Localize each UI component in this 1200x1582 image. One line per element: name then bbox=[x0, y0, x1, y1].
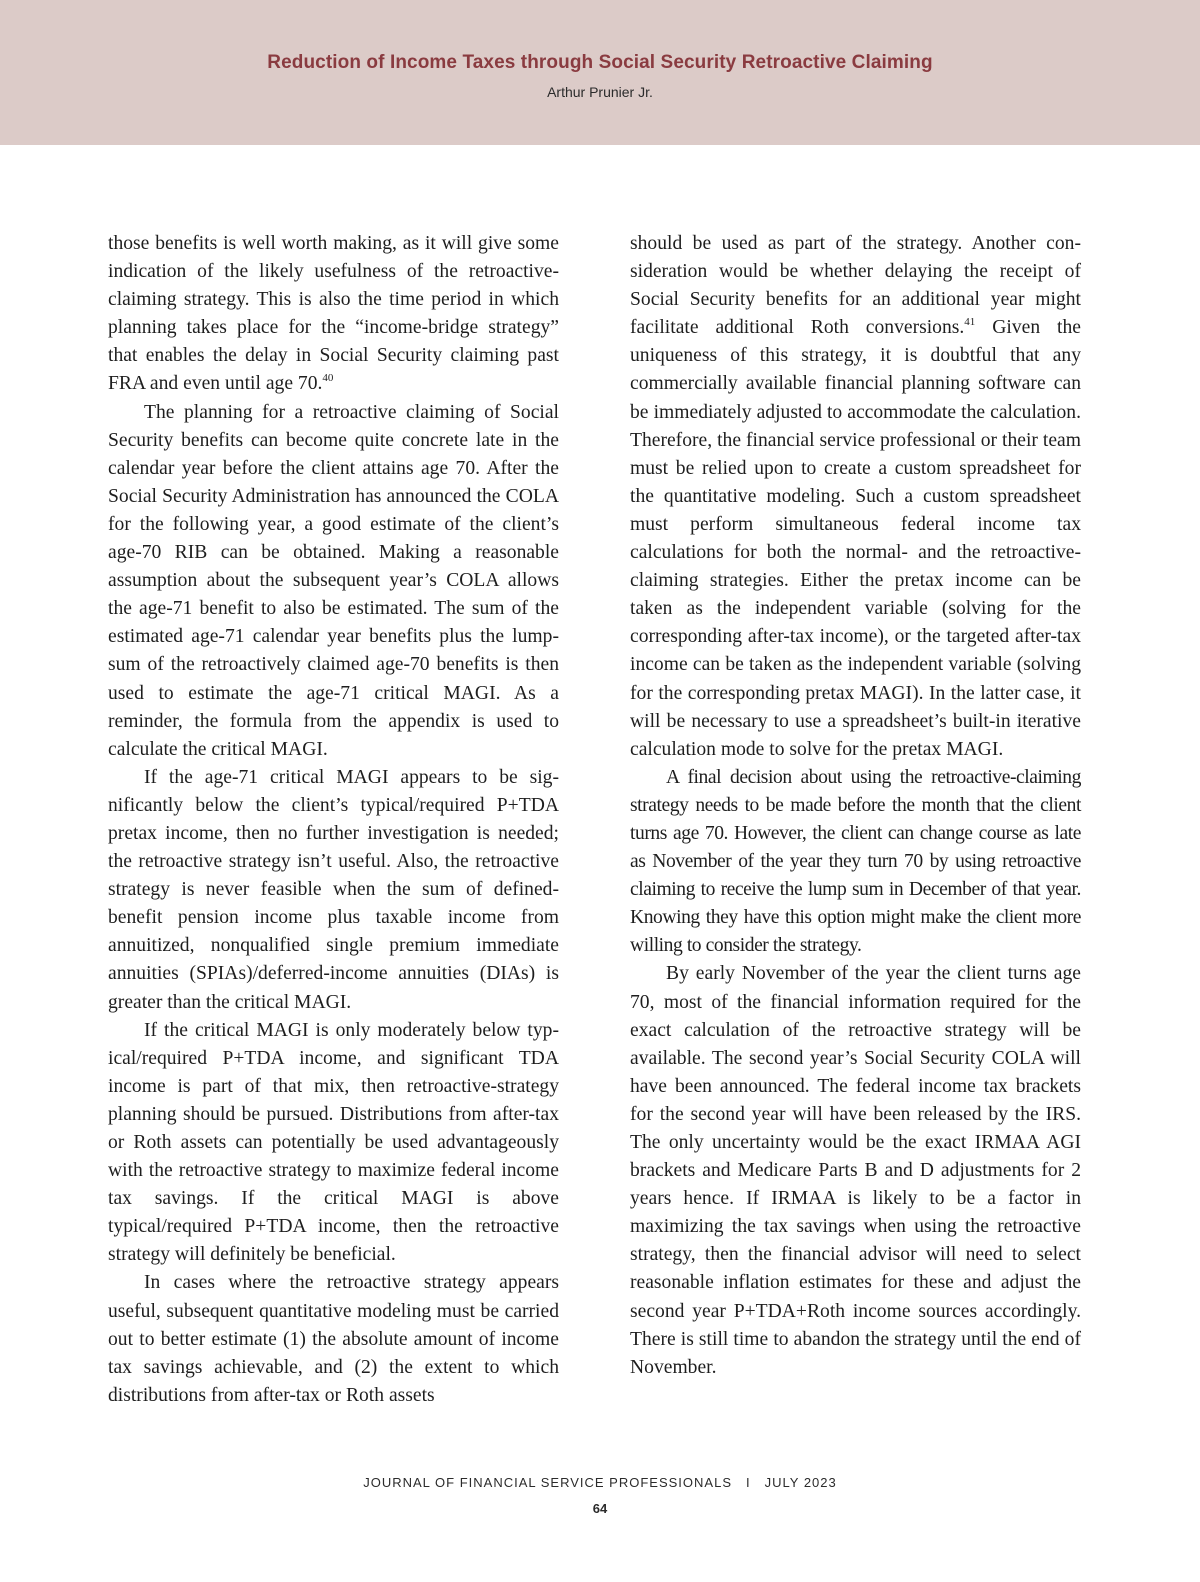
left-paragraph-3: If the age-71 critical MAGI appears to be significantly below the client’s typical/required P+TDA pretax income, then no further investigation is needed; the retroactive strategy isn’t useful. Also, the retroactive strategy is never feasible when the sum of defined-benefit pension income plus taxable income from annuitized, nonqualified single premium immediate annuities (SPIAs)/deferred-income annuities (DIAs) is greater than the critical MAGI. bbox=[108, 766, 559, 1013]
right-paragraph-1-text-before: should be used as part of the strategy. Another consideration would be whether delaying the receipt of Social Security benefits for an additional year might facilitate additional Roth conversions. bbox=[630, 233, 1081, 339]
page-number: 64 bbox=[592, 1501, 608, 1516]
left-paragraph-1 bbox=[108, 230, 559, 399]
footnote-ref-40[interactable]: 40 bbox=[322, 372, 334, 385]
footer-separator: I bbox=[746, 1475, 751, 1490]
left-paragraph-1-text: those benefits is well worth making, as it will give some indication of the likely usefulness of the retroactive-claiming strategy. This is also the time period in which planning takes place for the “income-bridge strategy” that enables the delay in Social Security claiming past FRA and even until age 70. bbox=[108, 233, 559, 395]
issue-date: JULY 2023 bbox=[764, 1475, 837, 1490]
journal-footer bbox=[0, 1475, 1200, 1490]
left-column bbox=[108, 230, 559, 1410]
left-paragraph-2: The planning for a retroactive claiming of Social Security benefits can become quite concrete late in the calendar year before the client attains age 70. After the Social Security Administration has announced the COLA for the following year, a good estimate of the client’s age-70 RIB can be obtained. Making a reasonable assumption about the subsequent year’s COLA allows the age-71 benefit to also be estimated. The sum of the estimated age-71 calendar year benefits plus the lump-sum of the retroactively claimed age-70 benefits is then used to estimate the age-71 critical MAGI. As a reminder, the formula from the appendix is used to calculate the critical MAGI. bbox=[108, 401, 559, 760]
left-paragraph-5: In cases where the retroactive strategy appears useful, subsequent quantitative modeling must be carried out to better estimate (1) the absolute amount of income tax savings achievable, and (2) the extent to which distributions from after-tax or Roth assets bbox=[108, 1272, 559, 1406]
footnote-ref-41[interactable]: 41 bbox=[964, 316, 976, 329]
right-paragraph-3: By early November of the year the client turns age 70, most of the financial information required for the exact calculation of the retroactive strategy will be available. The second year’s Social Security COLA will have been announced. The federal income tax brackets for the second year will have been released by the IRS. The only uncertainty would be the exact IRMAA AGI brackets and Medicare Parts B and D adjustments for 2 years hence. If IRMAA is likely to be a factor in maximizing the tax savings when using the retroactive strategy, then the financial advisor will need to select reasonable inflation estimates for these and adjust the second year P+TDA+Roth income sources accordingly. There is still time to abandon the strategy until the end of November. bbox=[630, 963, 1081, 1378]
journal-name: JOURNAL OF FINANCIAL SERVICE PROFESSIONALS bbox=[363, 1475, 732, 1490]
header-band bbox=[0, 0, 1200, 145]
right-paragraph-1 bbox=[630, 230, 1081, 764]
left-paragraph-4: If the critical MAGI is only moderately below typical/required P+TDA income, and significant TDA income is part of that mix, then retroactive-strategy planning should be pursued. Distributions from after-tax or Roth assets can potentially be used advantageously with the retroactive strategy to maximize federal income tax savings. If the critical MAGI is above typical/required P+TDA income, then the retroactive strategy will definitely be beneficial. bbox=[108, 1019, 559, 1266]
article-title: Reduction of Income Taxes through Social Security Retroactive Claiming bbox=[267, 52, 933, 73]
article-author: Arthur Prunier Jr. bbox=[547, 84, 653, 100]
right-column bbox=[630, 230, 1081, 1382]
right-paragraph-2: A final decision about using the retroactive-claiming strategy needs to be made before the month that the client turns age 70. However, the client can change course as late as November of the year they turn 70 by using retroactive claiming to receive the lump sum in December of that year. Knowing they have this option might make the client more willing to consider the strategy. bbox=[630, 766, 1081, 957]
right-paragraph-1-text-after: Given the uniqueness of this strategy, it is doubtful that any commercially available financial planning software can be immediately adjusted to accommodate the calculation. Therefore, the financial service professional or their team must be relied upon to create a custom spreadsheet for the quantitative modeling. Such a custom spreadsheet must perform simultaneous federal income tax calculations for both the normal- and the retroactive-claiming strategies. Either the pretax income can be taken as the independent variable (solving for the corresponding after-tax income), or the targeted after-tax income can be taken as the independent variable (solving for the corresponding pretax MAGI). In the latter case, it will be necessary to use a spreadsheet’s built-in iterative calculation mode to solve for the pretax MAGI. bbox=[630, 317, 1081, 760]
